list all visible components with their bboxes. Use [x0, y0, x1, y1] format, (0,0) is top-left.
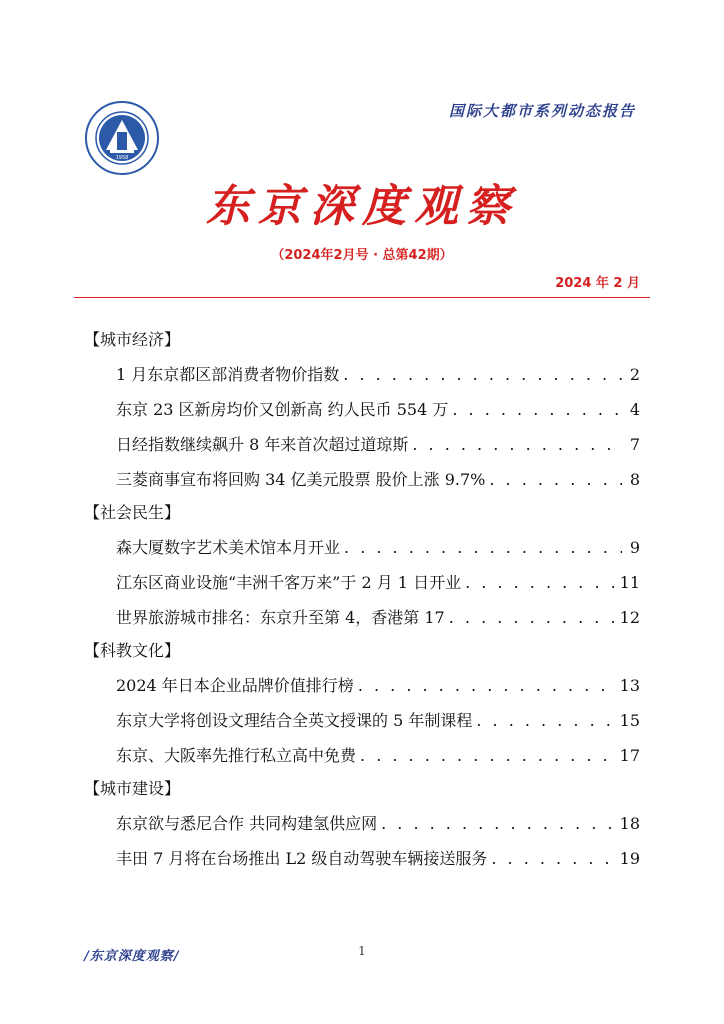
toc-entry[interactable] [116, 740, 640, 775]
dot-leader [465, 567, 616, 599]
toc-entry-title: 日经指数继续飙升 8 年来首次超过道琼斯 [116, 435, 409, 454]
toc-section-science-education-culture [84, 637, 640, 775]
toc-entry-page: 18 [619, 814, 640, 833]
toc-section-social-livelihood [84, 499, 640, 637]
dot-leader [452, 394, 622, 426]
toc-entry[interactable] [116, 429, 640, 464]
dot-leader [344, 532, 622, 564]
toc-entry-page: 9 [629, 538, 640, 557]
toc-entry-title: 东京大学将创设文理结合全英文授课的 5 年制课程 [116, 711, 473, 730]
toc-entry-title: 江东区商业设施“丰洲千客万来”于 2 月 1 日开业 [116, 573, 462, 592]
toc-entry-page: 12 [619, 608, 640, 627]
toc-entry[interactable] [116, 602, 640, 637]
series-title: 国际大都市系列动态报告 [448, 102, 636, 120]
table-of-contents [84, 326, 640, 878]
toc-entry-page: 17 [619, 746, 640, 765]
toc-entry[interactable] [116, 808, 640, 843]
toc-entry-page: 4 [629, 400, 640, 419]
toc-entry-title: 三菱商事宣布将回购 34 亿美元股票 股价上涨 9.7% [116, 470, 486, 489]
academy-logo-icon [84, 100, 160, 176]
toc-entry-page: 8 [629, 470, 640, 489]
toc-entry[interactable] [116, 532, 640, 567]
toc-entry-title: 东京 23 区新房均价又创新高 约人民币 554 万 [116, 400, 449, 419]
issue-number: （2024年2月号 · 总第42期） [271, 248, 453, 263]
toc-entry[interactable] [116, 464, 640, 499]
dot-leader [491, 843, 615, 875]
toc-entry-title: 1 月东京都区部消费者物价指数 [116, 365, 340, 384]
toc-entry[interactable] [116, 843, 640, 878]
dot-leader [358, 670, 616, 702]
section-title: 【城市建设】 [84, 779, 181, 798]
publication-title: 东京深度观察 [206, 181, 518, 232]
footer-page-number: 1 [358, 944, 366, 958]
toc-entry-page: 19 [619, 849, 640, 868]
toc-entry-page: 7 [629, 435, 640, 454]
toc-entry-title: 东京、大阪率先推行私立高中免费 [116, 746, 357, 765]
section-title: 【社会民生】 [84, 503, 181, 522]
toc-entry-page: 2 [629, 365, 640, 384]
logo-year: 1958 [115, 155, 129, 161]
dot-leader [489, 464, 622, 496]
toc-entry-title: 世界旅游城市排名：东京升至第 4，香港第 17 [116, 608, 445, 627]
toc-entry[interactable] [116, 359, 640, 394]
toc-entry-title: 东京欲与悉尼合作 共同构建氢供应网 [116, 814, 378, 833]
dot-leader [412, 429, 622, 461]
toc-entry-page: 11 [619, 573, 640, 592]
toc-section-urban-construction [84, 775, 640, 878]
toc-entry-title: 丰田 7 月将在台场推出 L2 级自动驾驶车辆接送服务 [116, 849, 488, 868]
header-divider [74, 297, 650, 298]
section-title: 【城市经济】 [84, 330, 181, 349]
toc-section-city-economy [84, 326, 640, 499]
toc-entry-page: 15 [619, 711, 640, 730]
dot-leader [449, 602, 616, 634]
toc-entry-title: 森大厦数字艺术美术馆本月开业 [116, 538, 341, 557]
dot-leader [360, 740, 616, 772]
issue-date: 2024 年 2 月 [555, 276, 640, 291]
toc-entry-page: 13 [619, 676, 640, 695]
toc-entry[interactable] [116, 394, 640, 429]
footer-publication-name: /东京深度观察/ [84, 949, 180, 964]
section-title: 【科教文化】 [84, 641, 181, 660]
dot-leader [476, 705, 615, 737]
toc-entry-title: 2024 年日本企业品牌价值排行榜 [116, 676, 354, 695]
toc-entry[interactable] [116, 567, 640, 602]
dot-leader [343, 359, 622, 391]
toc-entry[interactable] [116, 670, 640, 705]
dot-leader [381, 808, 616, 840]
toc-entry[interactable] [116, 705, 640, 740]
